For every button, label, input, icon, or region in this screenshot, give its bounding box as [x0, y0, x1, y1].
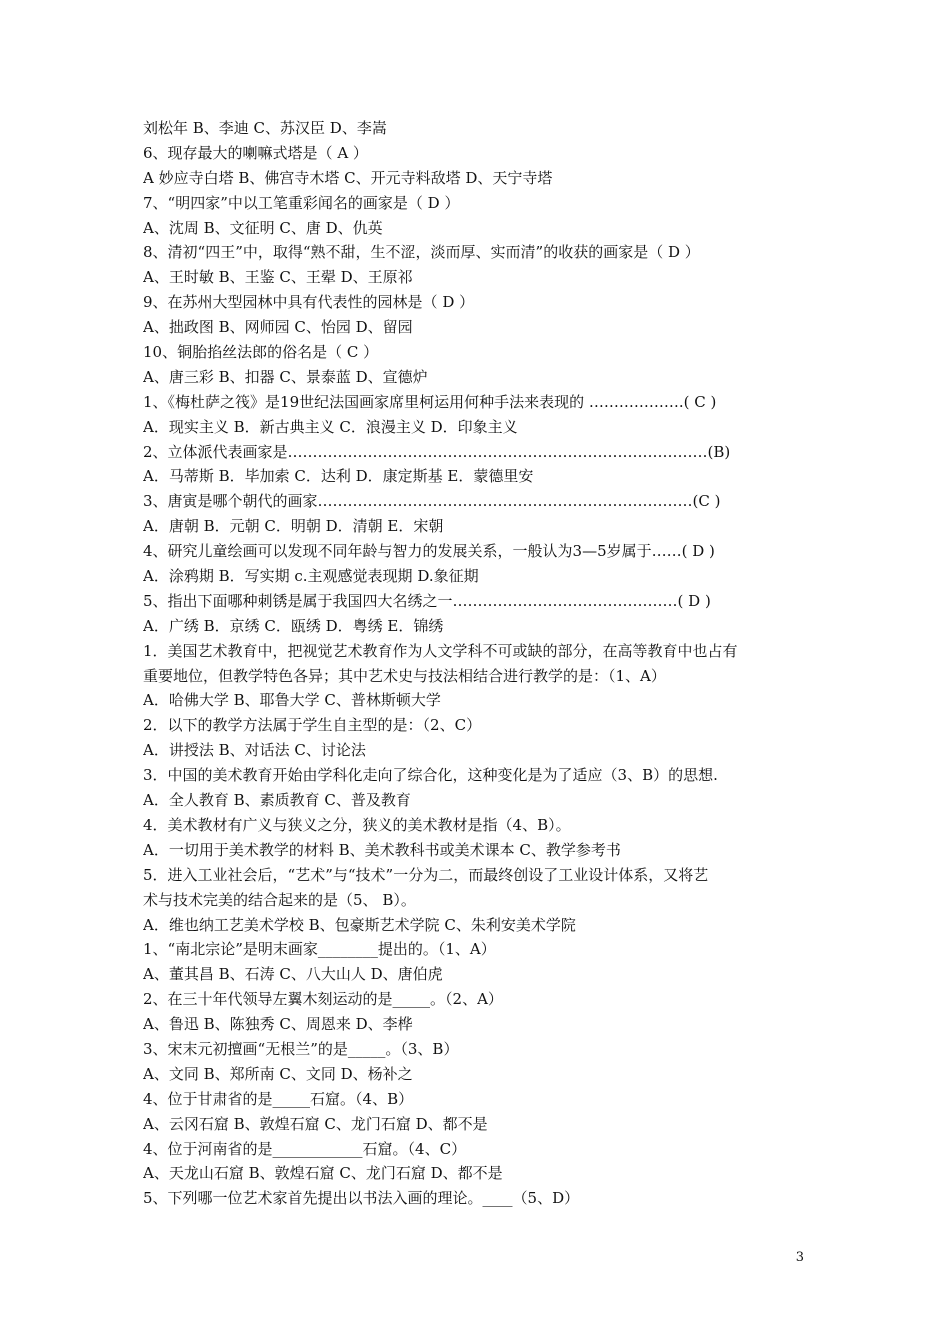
- text-line: 2、立体派代表画家是…………………………………………………………………………(B): [143, 442, 731, 461]
- text-line: 3．中国的美术教育开始由学科化走向了综合化，这种变化是为了适应（3、B）的思想.: [143, 766, 718, 785]
- text-line: A．维也纳工艺美术学校 B、包豪斯艺术学院 C、朱利安美术学院: [143, 915, 576, 934]
- text-line: 刘松年 B、李迪 C、苏汉臣 D、李嵩: [143, 119, 387, 137]
- page-number: 3: [795, 1250, 804, 1265]
- text-line: 4．美术教材有广义与狭义之分，狭义的美术教材是指（4、B）。: [143, 815, 571, 834]
- text-line: A．现实主义 B．新古典主义 C．浪漫主义 D．印象主义: [143, 417, 518, 436]
- text-line: A 妙应寺白塔 B、佛宫寺木塔 C、开元寺料敌塔 D、天宁寺塔: [143, 168, 553, 187]
- text-line: A．唐朝 B．元朝 C．明朝 D．清朝 E．宋朝: [143, 517, 444, 536]
- text-line: A、天龙山石窟 B、敦煌石窟 C、龙门石窟 D、都不是: [143, 1164, 503, 1183]
- text-line: 10、铜胎掐丝法郎的俗名是（ C ）: [143, 343, 379, 362]
- text-line: 7、“明四家”中以工笔重彩闻名的画家是（ D ）: [143, 193, 460, 212]
- text-line: 5．进入工业社会后，“艺术”与“技术”一分为二，而最终创设了工业设计体系，又将艺: [143, 865, 709, 884]
- text-line: A、沈周 B、文征明 C、唐 D、仇英: [143, 218, 383, 237]
- text-line: 4、位于河南省的是____________石窟。（4、C）: [143, 1139, 467, 1158]
- text-line: A．广绣 B．京绣 C．瓯绣 D．粤绣 E．锦绣: [143, 616, 444, 635]
- text-line: 8、清初“四王”中，取得“熟不甜，生不涩，淡而厚、实而清”的收获的画家是（ D ）: [143, 243, 700, 262]
- text-line: 4、研究儿童绘画可以发现不同年龄与智力的发展关系，一般认为3—5岁属于……( D ): [143, 542, 715, 561]
- text-line: 9、在苏州大型园林中具有代表性的园林是（ D ）: [143, 293, 475, 312]
- text-line: 6、现存最大的喇嘛式塔是（ A ）: [143, 143, 368, 162]
- text-line: 1、《梅杜萨之筏》是19世纪法国画家席里柯运用何种手法来表现的 ……………….( C ): [143, 392, 717, 411]
- document-body: [143, 116, 811, 1211]
- text-line: A．全人教育 B、素质教育 C、普及教育: [143, 791, 411, 810]
- text-line: A．马蒂斯 B．毕加索 C．达利 D．康定斯基 E．蒙德里安: [143, 467, 534, 486]
- text-line: A．哈佛大学 B、耶鲁大学 C、普林斯顿大学: [143, 691, 441, 710]
- text-line: A．讲授法 B、对话法 C、讨论法: [143, 741, 366, 760]
- text-line: 重要地位，但教学特色各异；其中艺术史与技法相结合进行教学的是：（1、A）: [143, 666, 666, 685]
- text-line: A．涂鸦期 B．写实期 c.主观感觉表现期 D.象征期: [143, 567, 479, 586]
- text-line: 1、“南北宗论”是明末画家________提出的。（1、A）: [143, 940, 496, 959]
- text-line: A、唐三彩 B、扣器 C、景泰蓝 D、宣德炉: [143, 367, 428, 386]
- text-line: 5、下列哪一位艺术家首先提出以书法入画的理论。____（5、D）: [143, 1189, 580, 1208]
- text-line: A、拙政图 B、网师园 C、怡园 D、留园: [143, 318, 413, 337]
- text-line: A、王时敏 B、王鉴 C、王翚 D、王原祁: [143, 268, 413, 287]
- text-line: A、董其昌 B、石涛 C、八大山人 D、唐伯虎: [143, 965, 443, 984]
- text-line: A、云冈石窟 B、敦煌石窟 C、龙门石窟 D、都不是: [143, 1114, 488, 1133]
- text-line: 3、宋末元初擅画“无根兰”的是_____。（3、B）: [143, 1039, 459, 1058]
- text-line: 1．美国艺术教育中，把视觉艺术教育作为人文学科不可或缺的部分，在高等教育中也占有: [143, 641, 738, 660]
- text-line: 4、位于甘肃省的是_____石窟。（4、B）: [143, 1089, 414, 1108]
- text-line: 2、在三十年代领导左翼木刻运动的是_____。（2、A）: [143, 990, 503, 1009]
- text-line: A、文同 B、郑所南 C、文同 D、杨补之: [143, 1064, 413, 1083]
- text-line: A、鲁迅 B、陈独秀 C、周恩来 D、李桦: [143, 1015, 413, 1034]
- text-line: 3、唐寅是哪个朝代的画家…………………………………………………………………(C ): [143, 492, 721, 511]
- text-line: A．一切用于美术教学的材料 B、美术教科书或美术课本 C、教学参考书: [143, 840, 621, 859]
- text-line: 5、指出下面哪种刺锈是属于我国四大名绣之一………………………………………( D ): [143, 591, 711, 610]
- text-line: 术与技术完美的结合起来的是（5、 B）。: [143, 890, 416, 909]
- text-line: 2．以下的教学方法属于学生自主型的是：（2、C）: [143, 716, 482, 735]
